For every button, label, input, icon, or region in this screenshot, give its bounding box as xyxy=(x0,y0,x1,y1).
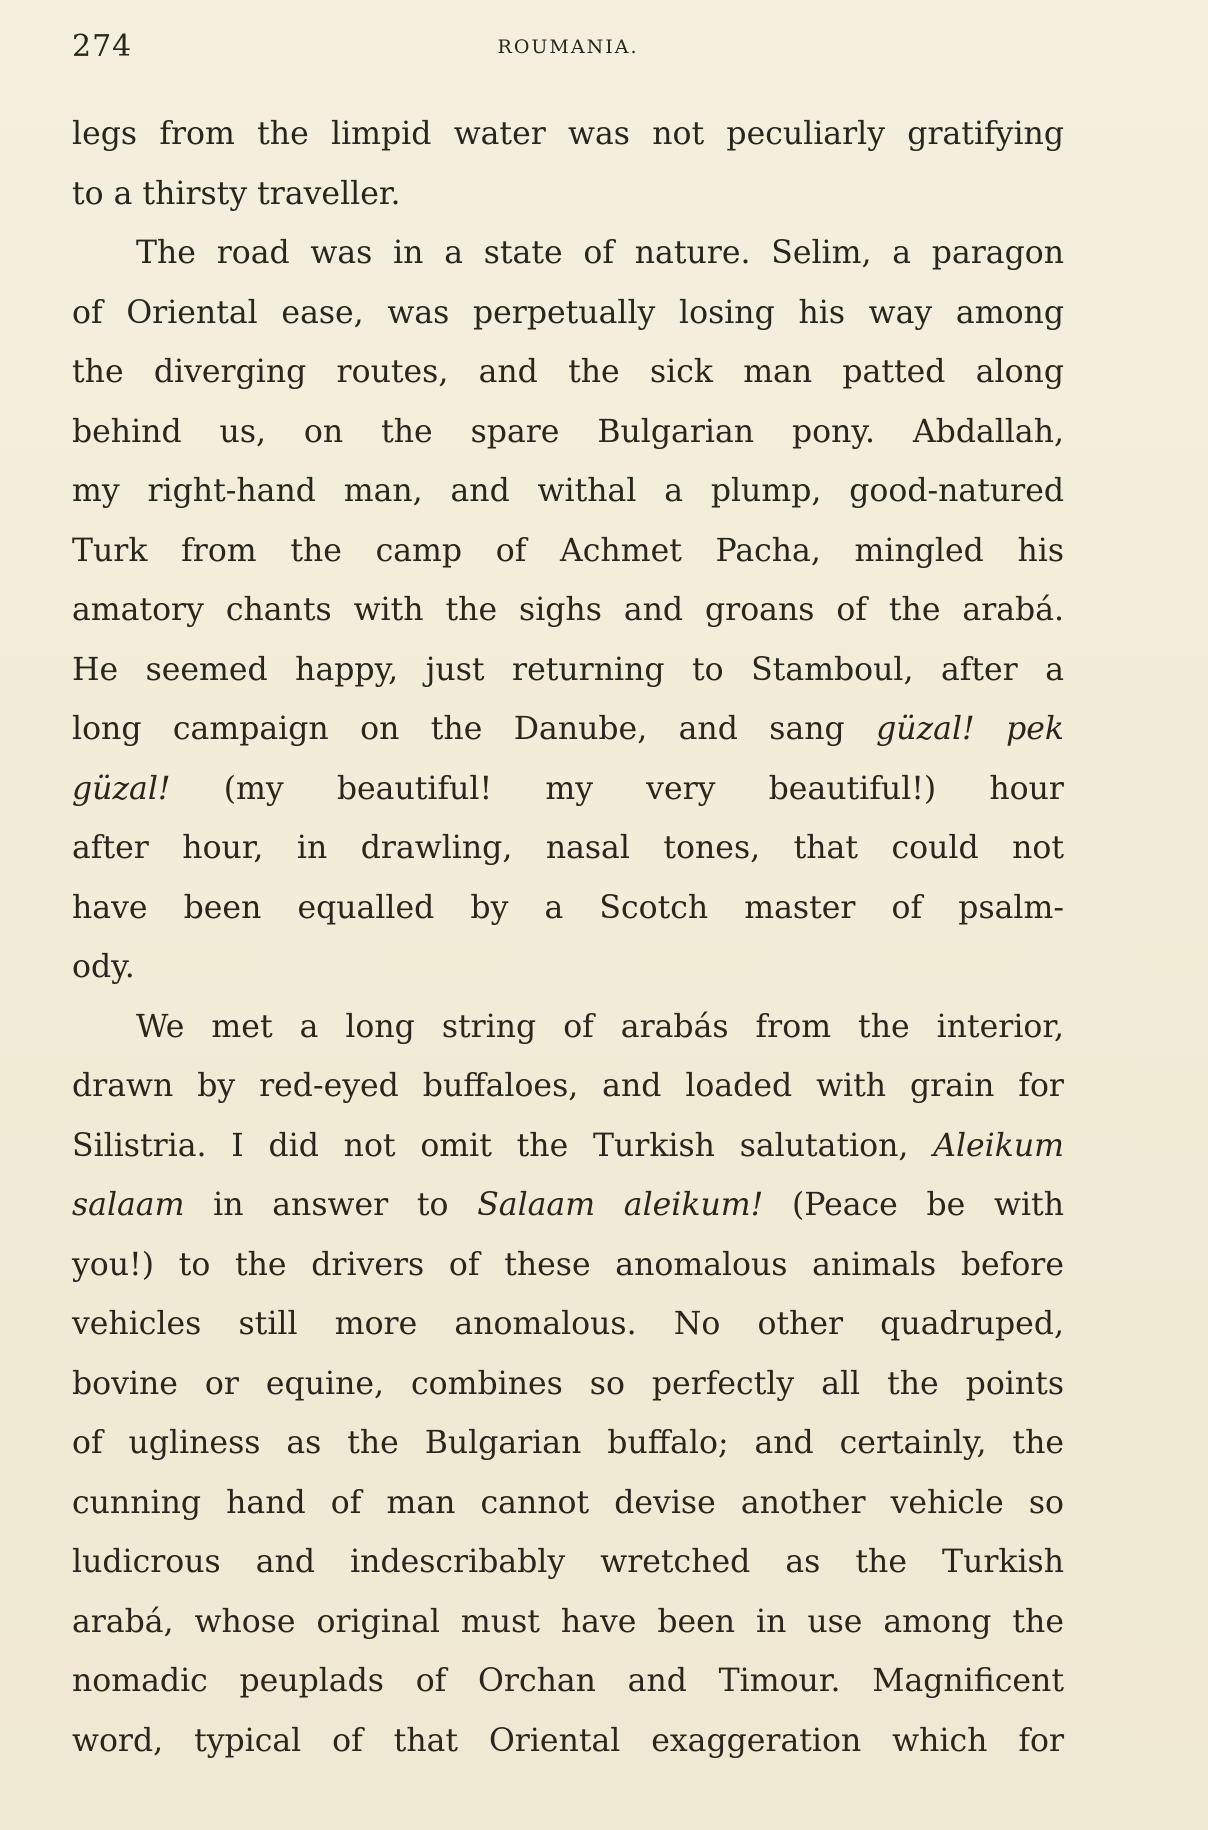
text-segment: of Oriental ease, was perpetually losing his way among xyxy=(72,294,1064,331)
text-segment: (my beautiful! my very beautiful!) hour xyxy=(170,770,1064,807)
italic-text: güzal! pek xyxy=(876,711,1065,747)
text-line xyxy=(72,522,1064,582)
italic-text: güzal! xyxy=(72,770,171,807)
text-segment: have been equalled by a Scotch master of psalm- xyxy=(72,889,1064,926)
text-line xyxy=(72,1414,1064,1474)
italic-text: salaam xyxy=(72,1187,185,1223)
text-segment: We met a long string of arabás from the interior, xyxy=(136,1008,1064,1045)
text-segment: Turk from the camp of Achmet Pacha, mingled his xyxy=(72,532,1064,569)
text-segment: vehicles still more anomalous. No other quadruped, xyxy=(72,1306,1064,1342)
text-segment: my right-hand man, and withal a plump, good-natured xyxy=(72,473,1064,509)
page-number: 274 xyxy=(72,29,133,64)
text-line xyxy=(72,284,1064,344)
running-title: ROUMANIA. xyxy=(497,36,639,58)
text-segment: word, typical of that Oriental exaggeration which for xyxy=(72,1722,1064,1759)
text-segment: of ugliness as the Bulgarian buffalo; and certainly, the xyxy=(72,1425,1064,1461)
text-line xyxy=(72,462,1064,522)
text-line xyxy=(72,165,1064,225)
text-line xyxy=(72,1117,1064,1177)
text-segment: to a thirsty traveller. xyxy=(72,175,401,212)
running-head xyxy=(72,22,1064,72)
text-segment: the diverging routes, and the sick man patted along xyxy=(72,354,1064,390)
text-line xyxy=(72,1474,1064,1534)
text-line xyxy=(72,224,1064,284)
text-line xyxy=(72,641,1064,701)
text-line xyxy=(72,1295,1064,1355)
text-line xyxy=(72,998,1064,1058)
text-line xyxy=(72,1712,1064,1772)
text-segment: The road was in a state of nature. Selim, a paragon xyxy=(136,235,1064,271)
body-text xyxy=(72,105,1064,1771)
text-segment: long campaign on the Danube, and sang xyxy=(72,711,877,747)
text-line xyxy=(72,1236,1064,1296)
text-segment: Silistria. I did not omit the Turkish salutation, xyxy=(72,1127,934,1164)
text-segment: (Peace be with xyxy=(763,1187,1064,1223)
text-segment: drawn by red-eyed buffaloes, and loaded with grain for xyxy=(72,1068,1064,1104)
text-line xyxy=(72,403,1064,463)
text-line xyxy=(72,1593,1064,1653)
text-line xyxy=(72,819,1064,879)
text-segment: amatory chants with the sighs and groans of the arabá. xyxy=(72,592,1064,628)
text-segment: He seemed happy, just returning to Stamboul, after a xyxy=(72,651,1064,688)
text-line xyxy=(72,581,1064,641)
text-line xyxy=(72,1057,1064,1117)
text-line xyxy=(72,938,1064,998)
text-line xyxy=(72,1652,1064,1712)
italic-text: Aleikum xyxy=(933,1127,1064,1164)
text-segment: after hour, in drawling, nasal tones, that could not xyxy=(72,830,1064,866)
text-line xyxy=(72,700,1064,760)
text-segment: nomadic peuplads of Orchan and Timour. Magnificent xyxy=(72,1663,1064,1699)
text-segment: cunning hand of man cannot devise another vehicle so xyxy=(72,1484,1064,1521)
text-segment: ody. xyxy=(72,949,135,985)
text-segment: ludicrous and indescribably wretched as the Turkish xyxy=(72,1544,1064,1580)
text-line xyxy=(72,879,1064,939)
text-line xyxy=(72,1176,1064,1236)
text-line xyxy=(72,1533,1064,1593)
text-segment: arabá, whose original must have been in use among the xyxy=(72,1603,1064,1640)
text-segment: in answer to xyxy=(184,1187,478,1223)
text-line xyxy=(72,105,1064,165)
text-line xyxy=(72,1355,1064,1415)
italic-text: Salaam aleikum! xyxy=(477,1187,764,1223)
text-segment: legs from the limpid water was not peculiarly gratifying xyxy=(72,116,1064,152)
text-segment: behind us, on the spare Bulgarian pony. Abdallah, xyxy=(72,413,1064,450)
text-segment: you!) to the drivers of these anomalous animals before xyxy=(72,1246,1064,1283)
text-segment: bovine or equine, combines so perfectly all the points xyxy=(72,1365,1064,1402)
text-line xyxy=(72,343,1064,403)
text-line xyxy=(72,760,1064,820)
